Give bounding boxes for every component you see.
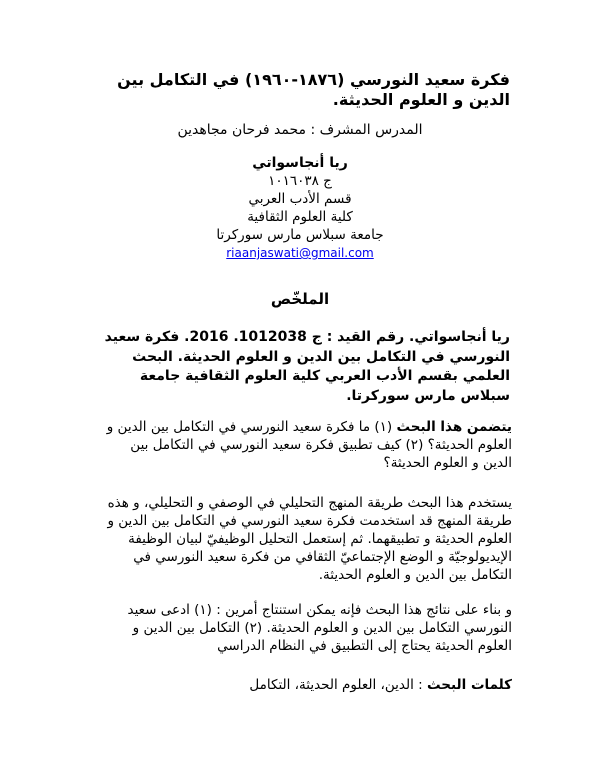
author-email-link[interactable]: riaanjaswati@gmail.com	[226, 246, 374, 260]
author-department: قسم الأدب العربي	[248, 191, 352, 207]
author-id: ج ١٠١٦٠٣٨	[268, 173, 332, 189]
author-name: ريا أنجاسواتي	[252, 155, 348, 171]
keywords-label: كلمات البحث	[427, 677, 512, 693]
author-block	[150, 154, 450, 262]
keywords-list: الدين، العلوم الحديثة، التكامل	[249, 677, 414, 693]
abstract-heading: الملخّص	[270, 290, 330, 308]
author-university: جامعة سبلاس مارس سوركرتا	[216, 227, 384, 243]
abstract-paragraph-method: يستخدم هذا البحث طريقة المنهج التحليلي في الوصفي و التحليلي، و هذه طريقة المنهج قد استخدمت فكرة سعيد النورسي في التكامل بين الدين و العلوم الحديثة و تطبيقهما. ثم إستعمل التحليل الوظيفيّ لبيان الوظيفة الإيديولوجيّة و الوضع الإجتماعيّ الثقافي من فكرة سعيد النورسي في التكامل بين الدين و العلوم الحديثة.	[107, 495, 512, 583]
supervisor-line: المدرس المشرف : محمد فرحان مجاهدين	[177, 122, 423, 138]
questions-lead: يتضمن هذا البحث	[396, 419, 512, 435]
abstract-paragraph-questions	[100, 418, 512, 472]
keywords-line	[100, 676, 512, 694]
author-faculty: كلية العلوم الثقافية	[247, 209, 353, 225]
keywords-separator: :	[413, 677, 428, 693]
questions-text: (١) ما فكرة سعيد النورسي في التكامل بين الدين و العلوم الحديثة؟ (٢) كيف تطبيق فكرة سعيد النورسي في التكامل بين الدين و العلوم الحديثة؟	[106, 419, 512, 471]
paper-title: فكرة سعيد النورسي (١٨٧٦-١٩٦٠) في التكامل بين الدين و العلوم الحديثة.	[117, 70, 510, 109]
abstract-citation: ريا أنجاسواتي. رقم القيد : ج 1012038. 2016. فكرة سعيد النورسي في التكامل بين الدين و العلوم الحديثة. البحث العلمي بقسم الأدب العربي كلية العلوم الثقافية جامعة سبلاس مارس سوركرتا.	[104, 329, 510, 404]
abstract-paragraph-results: و بناء على نتائج هذا البحث فإنه يمكن استنتاج أمرين : (١) ادعى سعيد النورسي التكامل بين الدين و العلوم الحديثة. (٢) التكامل بين الدين و العلوم الحديثة يحتاج إلى التطبيق في النظام الدراسي	[127, 602, 512, 654]
